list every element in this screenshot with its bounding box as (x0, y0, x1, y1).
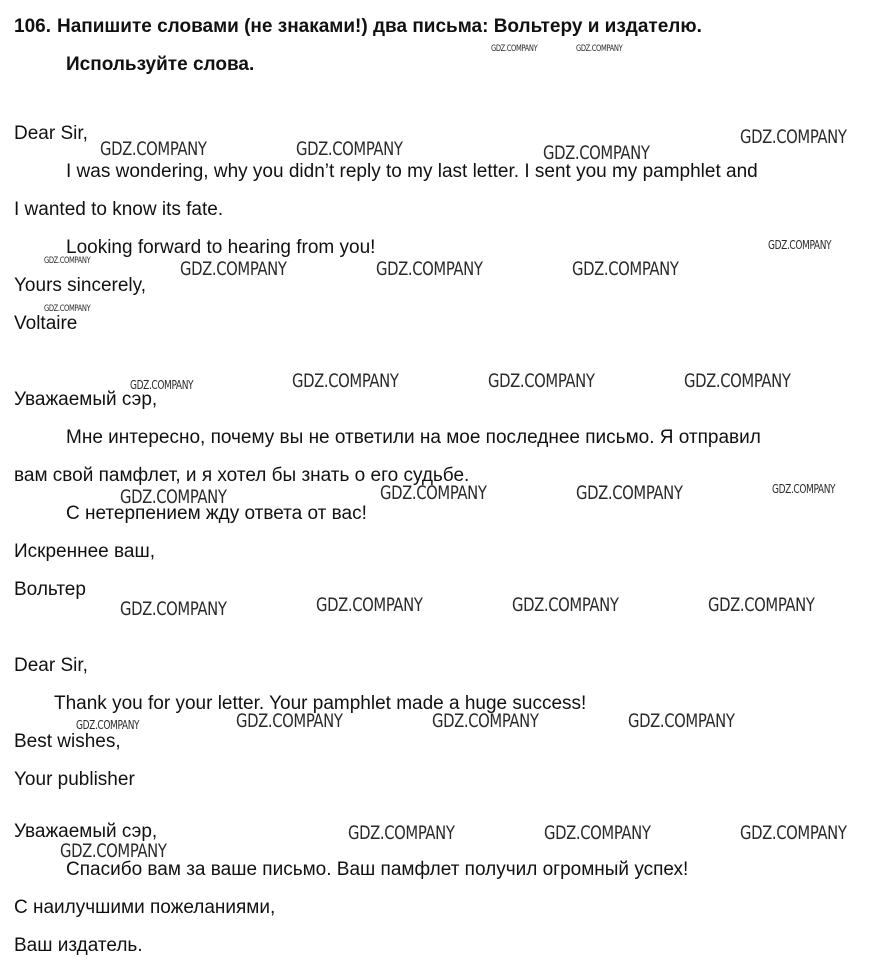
watermark: GDZ.COMPANY (180, 258, 287, 280)
task-text (14, 8, 702, 46)
watermark: GDZ.COMPANY (684, 370, 791, 392)
watermark: GDZ.COMPANY (576, 44, 623, 54)
letter1-ru-closing: Искреннее ваш, (14, 541, 155, 562)
letter2-en-closing: Best wishes, (14, 731, 121, 752)
watermark: GDZ.COMPANY (236, 710, 343, 732)
watermark: GDZ.COMPANY (488, 370, 595, 392)
watermark: GDZ.COMPANY (491, 44, 538, 54)
letter1-ru-body-line3: С нетерпением жду ответа от вас! (66, 503, 367, 524)
watermark: GDZ.COMPANY (316, 594, 423, 616)
task-line-2: Используйте слова. (66, 54, 255, 75)
watermark: GDZ.COMPANY (348, 822, 455, 844)
watermark: GDZ.COMPANY (120, 486, 227, 508)
watermark: GDZ.COMPANY (740, 126, 847, 148)
letter2-ru-body: Спасибо вам за ваше письмо. Ваш памфлет получил огромный успех! (66, 859, 689, 880)
watermark: GDZ.COMPANY (296, 138, 403, 160)
watermark: GDZ.COMPANY (130, 378, 194, 392)
letter2-ru-signature: Ваш издатель. (14, 935, 143, 956)
watermark: GDZ.COMPANY (76, 718, 140, 732)
watermark: GDZ.COMPANY (376, 258, 483, 280)
watermark: GDZ.COMPANY (576, 482, 683, 504)
watermark: GDZ.COMPANY (100, 138, 207, 160)
watermark: GDZ.COMPANY (572, 258, 679, 280)
letter1-ru-body-line2: вам свой памфлет, и я хотел бы знать о его судьбе. (14, 465, 470, 486)
watermark: GDZ.COMPANY (543, 142, 650, 164)
watermark: GDZ.COMPANY (628, 710, 735, 732)
letter2-en-signature: Your publisher (14, 769, 135, 790)
letter1-ru-signature: Вольтер (14, 579, 86, 600)
watermark: GDZ.COMPANY (708, 594, 815, 616)
letter1-en-signature: Voltaire (14, 313, 78, 334)
watermark: GDZ.COMPANY (768, 238, 832, 252)
watermark: GDZ.COMPANY (292, 370, 399, 392)
letter2-en-greeting: Dear Sir, (14, 655, 88, 676)
letter1-en-closing: Yours sincerely, (14, 275, 147, 296)
task-heading (14, 8, 874, 84)
letter1-ru-body-line1: Мне интересно, почему вы не ответили на мое последнее письмо. Я отправил (66, 427, 761, 448)
task-number: 106. (14, 16, 51, 37)
letter1-en-body-line2: I wanted to know its fate. (14, 199, 224, 220)
watermark: GDZ.COMPANY (740, 822, 847, 844)
task-line-1 (14, 8, 874, 46)
watermark: GDZ.COMPANY (772, 482, 836, 496)
letter1-ru-greeting: Уважаемый сэр, (14, 389, 158, 410)
letter1-en-body-line3: Looking forward to hearing from you! (66, 237, 376, 258)
watermark: GDZ.COMPANY (544, 822, 651, 844)
watermark: GDZ.COMPANY (44, 256, 91, 266)
letter1-en-greeting: Dear Sir, (14, 123, 88, 144)
letter2-en-body: Thank you for your letter. Your pamphlet made a huge success! (54, 693, 587, 714)
task-instruction: Напишите словами (не знаками!) два письма: Вольтеру и издателю. (56, 16, 702, 37)
watermark: GDZ.COMPANY (512, 594, 619, 616)
watermark: GDZ.COMPANY (44, 304, 91, 314)
letter2-ru-greeting: Уважаемый сэр, (14, 821, 158, 842)
letter2-ru-closing: С наилучшими пожеланиями, (14, 897, 276, 918)
watermark: GDZ.COMPANY (380, 482, 487, 504)
watermark: GDZ.COMPANY (432, 710, 539, 732)
watermark: GDZ.COMPANY (60, 840, 167, 862)
letter1-en-body-line1: I was wondering, why you didn’t reply to my last letter. I sent you my pamphlet and (66, 161, 758, 182)
watermark: GDZ.COMPANY (120, 598, 227, 620)
